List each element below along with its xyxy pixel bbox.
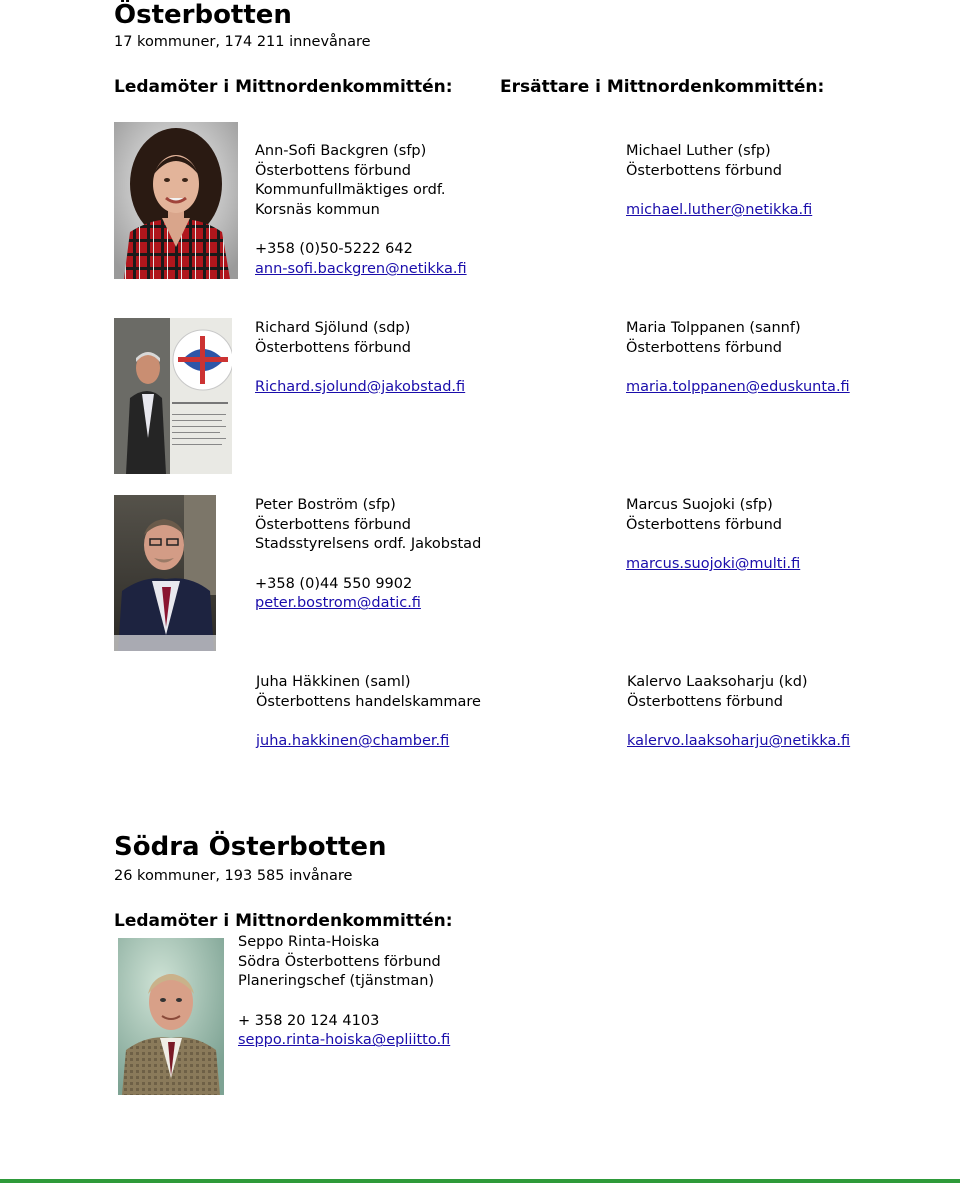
member-name: Peter Boström (sfp) bbox=[255, 497, 396, 513]
portrait-photo bbox=[114, 495, 216, 651]
footer-divider bbox=[0, 1179, 960, 1183]
region-title: Österbotten bbox=[114, 0, 292, 30]
member-card bbox=[255, 142, 467, 280]
member-name: Richard Sjölund (sdp) bbox=[255, 320, 411, 336]
member-phone: +358 (0)50-5222 642 bbox=[255, 241, 413, 258]
portrait-photo bbox=[118, 938, 224, 1095]
member-phone: +358 (0)44 550 9902 bbox=[255, 575, 413, 592]
substitute-organization: Österbottens förbund bbox=[626, 339, 782, 356]
member-email-link[interactable]: seppo.rinta-hoiska@epliitto.fi bbox=[238, 1032, 451, 1049]
member-municipality: Korsnäs kommun bbox=[255, 202, 380, 219]
member-phone: + 358 20 124 4103 bbox=[238, 1012, 380, 1029]
member-role: Planeringschef (tjänstman) bbox=[238, 973, 435, 990]
substitute-card bbox=[626, 496, 800, 575]
substitute-name: Marcus Suojoki (sfp) bbox=[626, 497, 773, 513]
member-role: Kommunfullmäktiges ordf. bbox=[255, 182, 446, 199]
member-name: Seppo Rinta-Hoiska bbox=[238, 934, 380, 950]
member-card bbox=[238, 933, 450, 1051]
substitute-name: Maria Tolppanen (sannf) bbox=[626, 320, 801, 336]
member-organization: Österbottens förbund bbox=[255, 162, 411, 179]
member-card bbox=[256, 673, 481, 752]
member-organization: Österbottens handelskammare bbox=[256, 693, 481, 710]
member-role: Stadsstyrelsens ordf. Jakobstad bbox=[255, 536, 482, 553]
member-card bbox=[255, 319, 465, 398]
member-email-link[interactable]: juha.hakkinen@chamber.fi bbox=[256, 733, 450, 750]
member-organization: Södra Österbottens förbund bbox=[238, 953, 441, 970]
substitute-email-link[interactable]: michael.luther@netikka.fi bbox=[626, 202, 813, 219]
substitute-name: Michael Luther (sfp) bbox=[626, 143, 771, 159]
region-subtitle: 26 kommuner, 193 585 invånare bbox=[114, 868, 353, 884]
substitutes-heading: Ersättare i Mittnordenkommittén: bbox=[500, 77, 825, 97]
members-heading: Ledamöter i Mittnordenkommittén: bbox=[114, 911, 453, 931]
member-email-link[interactable]: Richard.sjolund@jakobstad.fi bbox=[255, 379, 466, 396]
substitute-email-link[interactable]: maria.tolppanen@eduskunta.fi bbox=[626, 379, 850, 396]
member-email-link[interactable]: ann-sofi.backgren@netikka.fi bbox=[255, 261, 467, 278]
member-card bbox=[255, 496, 481, 614]
substitute-email-link[interactable]: marcus.suojoki@multi.fi bbox=[626, 556, 801, 573]
region-title: Södra Österbotten bbox=[114, 832, 387, 862]
member-email-link[interactable]: peter.bostrom@datic.fi bbox=[255, 595, 421, 612]
members-heading: Ledamöter i Mittnordenkommittén: bbox=[114, 77, 453, 97]
substitute-email-link[interactable]: kalervo.laaksoharju@netikka.fi bbox=[627, 733, 851, 750]
member-name: Juha Häkkinen (saml) bbox=[256, 674, 411, 690]
substitute-organization: Österbottens förbund bbox=[626, 516, 782, 533]
region-subtitle: 17 kommuner, 174 211 innevånare bbox=[114, 34, 371, 50]
substitute-organization: Österbottens förbund bbox=[626, 162, 782, 179]
member-organization: Österbottens förbund bbox=[255, 339, 411, 356]
substitute-card bbox=[627, 673, 850, 752]
member-organization: Österbottens förbund bbox=[255, 516, 411, 533]
portrait-photo bbox=[114, 318, 232, 474]
substitute-card bbox=[626, 142, 812, 221]
substitute-name: Kalervo Laaksoharju (kd) bbox=[627, 674, 808, 690]
substitute-organization: Österbottens förbund bbox=[627, 693, 783, 710]
substitute-card bbox=[626, 319, 850, 398]
portrait-photo bbox=[114, 122, 238, 279]
member-name: Ann-Sofi Backgren (sfp) bbox=[255, 143, 427, 159]
